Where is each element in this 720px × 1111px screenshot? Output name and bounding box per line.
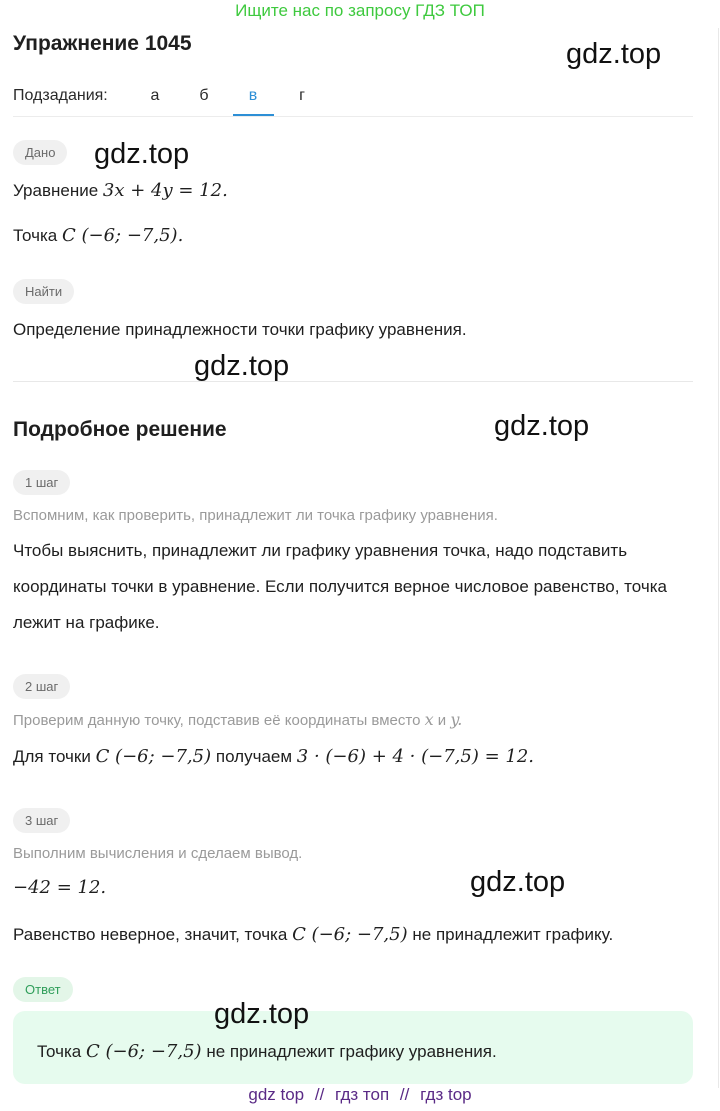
watermark: gdz.top <box>94 138 190 170</box>
step-1 <box>13 470 70 495</box>
find-text: Определение принадлежности точки графику уравнения. <box>13 320 467 339</box>
section-divider <box>13 381 693 382</box>
step-3-text-suffix: не принадлежит графику. <box>412 925 614 944</box>
watermark: gdz.top <box>566 38 662 70</box>
watermark: gdz.top <box>494 410 590 442</box>
footer-link-gdz-top-mixed[interactable]: гдз top <box>420 1085 472 1104</box>
tabs-divider <box>13 116 693 117</box>
watermark: gdz.top <box>470 866 566 898</box>
answer-section <box>13 977 73 1002</box>
step-1-hint: Вспомним, как проверить, принадлежит ли точка графику уравнения. <box>13 507 498 524</box>
given-point-label: Точка <box>13 226 58 245</box>
step-2-hint-prefix: Проверим данную точку, подставив её координаты вместо <box>13 712 421 729</box>
given-section <box>13 140 67 165</box>
given-chip: Дано <box>13 140 67 165</box>
watermark: gdz.top <box>214 998 310 1030</box>
tab-v[interactable]: в <box>248 87 258 104</box>
find-chip: Найти <box>13 279 74 304</box>
step-3-text <box>13 924 613 945</box>
promo-banner: Ищите нас по запросу ГДЗ ТОП <box>235 1 485 20</box>
step-2-math: 3 · (−6) + 4 · (−7,5) = 12. <box>296 746 535 767</box>
step-2-hint-y: y. <box>450 710 463 729</box>
step-2-hint-and: и <box>437 712 447 729</box>
step-2-point: C (−6; −7,5) <box>95 746 212 767</box>
step-3-text-prefix: Равенство неверное, значит, точка <box>13 925 288 944</box>
footer-link-gdz-top-ru[interactable]: гдз топ <box>335 1085 390 1104</box>
watermark: gdz.top <box>194 350 290 382</box>
step-3-point: C (−6; −7,5) <box>292 924 408 945</box>
step-2-text-mid: получаем <box>215 747 293 766</box>
step-2-text-prefix: Для точки <box>13 747 91 766</box>
right-border <box>718 28 719 1088</box>
answer-suffix: не принадлежит графику уравнения. <box>206 1042 497 1061</box>
active-tab-indicator <box>233 114 274 116</box>
given-equation <box>13 180 228 201</box>
answer-text <box>37 1041 497 1062</box>
step-3-chip: 3 шаг <box>13 808 70 833</box>
given-point <box>13 225 183 246</box>
footer-links <box>0 1085 720 1105</box>
step-3 <box>13 808 70 833</box>
given-equation-label: Уравнение <box>13 181 99 200</box>
tab-g[interactable]: г <box>299 87 305 104</box>
find-section <box>13 279 74 304</box>
step-2-hint <box>13 710 462 729</box>
solution-heading: Подробное решение <box>13 418 227 441</box>
step-2-hint-x: x <box>424 710 434 729</box>
step-3-equation: −42 = 12. <box>13 877 107 898</box>
footer-separator: // <box>314 1085 325 1104</box>
step-2-text <box>13 746 534 767</box>
tab-a[interactable]: а <box>150 87 160 104</box>
given-equation-math: 3x + 4y = 12. <box>102 180 228 201</box>
subtasks-label: Подзадания: <box>13 87 108 104</box>
answer-chip: Ответ <box>13 977 73 1002</box>
step-3-math <box>13 877 106 898</box>
step-2-chip: 2 шаг <box>13 674 70 699</box>
tab-b[interactable]: б <box>199 87 209 104</box>
step-2 <box>13 674 70 699</box>
footer-separator: // <box>399 1085 410 1104</box>
step-1-chip: 1 шаг <box>13 470 70 495</box>
footer-link-gdz-top[interactable]: gdz top <box>248 1085 305 1104</box>
step-1-text: Чтобы выяснить, принадлежит ли графику уравнения точка, надо подставить координаты точки в уравнение. Если получится верное числовое равенство, точка лежит на графике. <box>13 541 667 632</box>
answer-prefix: Точка <box>37 1042 82 1061</box>
step-3-hint: Выполним вычисления и сделаем вывод. <box>13 845 303 862</box>
page-title: Упражнение 1045 <box>13 32 192 55</box>
answer-point: C (−6; −7,5) <box>86 1041 202 1062</box>
given-point-math: C (−6; −7,5). <box>62 225 184 246</box>
